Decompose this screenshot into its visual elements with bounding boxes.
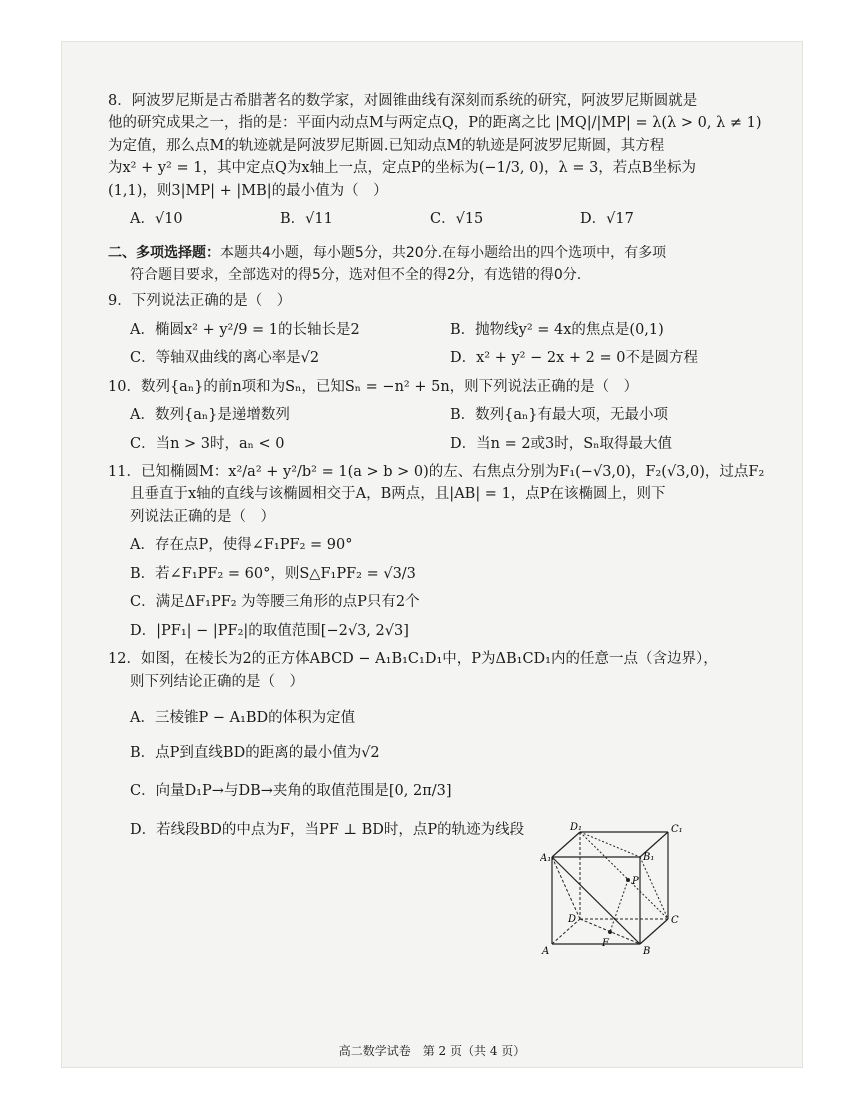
section-2-text1: 本题共4小题，每小题5分，共20分.在每小题给出的四个选项中，有多项 <box>220 244 667 261</box>
point-f <box>608 930 612 934</box>
label-b: B <box>643 946 651 957</box>
section-2-text2: 符合题目要求，全部选对的得5分，选对但不全的得2分，有选错的得0分. <box>130 266 582 283</box>
label-p: P <box>632 876 639 887</box>
label-b1: B₁ <box>643 852 655 863</box>
q9-option-d: D．x² + y² − 2x + 2 = 0不是圆方程 <box>450 350 698 367</box>
section-2-header <box>108 243 798 286</box>
q9-option-a: A．椭圆x² + y²/9 = 1的长轴长是2 <box>130 321 360 338</box>
edge-b-c <box>640 919 668 944</box>
label-d: D <box>568 914 577 925</box>
q8-option-a: A．√10 <box>130 211 183 228</box>
q12-option-d: D．若线段BD的中点为F，当PF ⊥ BD时，点P的轨迹为线段 <box>130 821 525 838</box>
diag-a1-d <box>552 857 580 919</box>
q10-option-d: D．当n = 2或3时，Sₙ取得最大值 <box>450 435 672 452</box>
q12-option-b: B．点P到直线BD的距离的最小值为√2 <box>130 744 380 761</box>
q11-option-a: A．存在点P，使得∠F₁PF₂ = 90° <box>130 537 353 554</box>
q11-line2: 且垂直于x轴的直线与该椭圆相交于A，B两点，且|AB| = 1，点P在该椭圆上，则下 <box>130 486 666 503</box>
q10-option-b: B．数列{aₙ}有最大项，无最小项 <box>450 407 669 424</box>
question-11 <box>108 461 798 642</box>
q12-option-a: A．三棱锥P − A₁BD的体积为定值 <box>130 710 356 727</box>
q9-option-c: C．等轴双曲线的离心率是√2 <box>130 350 320 367</box>
label-c: C <box>671 915 679 926</box>
label-c1: C₁ <box>671 824 683 835</box>
q9-option-b: B．抛物线y² = 4x的焦点是(0,1) <box>450 321 664 338</box>
label-d1: D₁ <box>570 822 583 833</box>
q12-line2: 则下列结论正确的是（ ） <box>130 673 304 690</box>
q8-option-d: D．√17 <box>580 211 634 228</box>
label-a: A <box>542 946 550 957</box>
q10-stem: 10．数列{aₙ}的前n项和为Sₙ，已知Sₙ = −n² + 5n，则下列说法正确的是（ ） <box>108 378 639 395</box>
label-f: F <box>602 938 609 949</box>
q10-option-c: C．当n > 3时，aₙ < 0 <box>130 435 285 452</box>
question-10 <box>108 376 798 455</box>
question-9 <box>108 290 798 369</box>
q11-line1: 11．已知椭圆M：x²/a² + y²/b² = 1(a > b > 0)的左、右焦点分别为F₁(−√3,0)，F₂(√3,0)，过点F₂ <box>108 464 765 480</box>
q8-options <box>130 208 798 230</box>
diag-b1-c <box>640 857 668 919</box>
diag-d1-b1 <box>580 832 640 857</box>
cube-figure <box>540 822 690 972</box>
edge-a1-d1 <box>552 832 580 857</box>
q9-stem: 9．下列说法正确的是（ ） <box>108 293 292 310</box>
question-8 <box>108 90 798 231</box>
q8-line1: 8．阿波罗尼斯是古希腊著名的数学家，对圆锥曲线有深刻而系统的研究，阿波罗尼斯圆就是 <box>108 93 698 109</box>
section-2-title: 二、多项选择题： <box>108 244 220 261</box>
q9-options-row2 <box>130 347 798 369</box>
q10-options-row2 <box>130 433 798 455</box>
q11-option-c: C．满足ΔF₁PF₂ 为等腰三角形的点P只有2个 <box>130 594 420 611</box>
q8-line3: 为定值，那么点M的轨迹就是阿波罗尼斯圆.已知动点M的轨迹是阿波罗尼斯圆，其方程 <box>108 137 665 154</box>
page-footer: 高二数学试卷 第 2 页（共 4 页） <box>338 1044 526 1058</box>
segment-p-f <box>610 880 628 932</box>
q10-option-a: A．数列{aₙ}是递增数列 <box>130 407 290 424</box>
diag-a1-b <box>552 857 640 944</box>
q11-option-b: B．若∠F₁PF₂ = 60°，则S△F₁PF₂ = √3/3 <box>130 565 416 582</box>
point-p <box>626 878 630 882</box>
q8-line4: 为x² + y² = 1，其中定点Q为x轴上一点，定点P的坐标为(−1/3, 0)，λ = 3，若点B坐标为 <box>108 160 696 177</box>
q12-option-c: C．向量D₁P→与DB→夹角的取值范围是[0, 2π/3] <box>130 783 452 800</box>
q11-line3: 列说法正确的是（ ） <box>130 508 275 525</box>
exam-page <box>62 42 802 1067</box>
q8-line5: (1,1)，则3|MP| + |MB|的最小值为（ ） <box>108 182 388 199</box>
question-12 <box>108 648 798 841</box>
q10-options-row1 <box>130 404 798 426</box>
q12-line1: 12．如图，在棱长为2的正方体ABCD − A₁B₁C₁D₁中，P为ΔB₁CD₁内的任意一点（含边界）， <box>108 651 718 668</box>
q8-option-b: B．√11 <box>280 211 333 228</box>
page-content <box>108 90 798 847</box>
label-a1: A₁ <box>540 853 552 864</box>
diag-d1-c <box>580 832 668 919</box>
q11-option-d: D．|PF₁| − |PF₂|的取值范围[−2√3, 2√3] <box>130 622 409 639</box>
q8-option-c: C．√15 <box>430 211 484 228</box>
q9-options-row1 <box>130 319 798 341</box>
q8-line2: 他的研究成果之一，指的是：平面内动点M与两定点Q，P的距离之比 |MQ|/|MP| = λ(λ > 0, λ ≠ 1) <box>108 115 762 132</box>
